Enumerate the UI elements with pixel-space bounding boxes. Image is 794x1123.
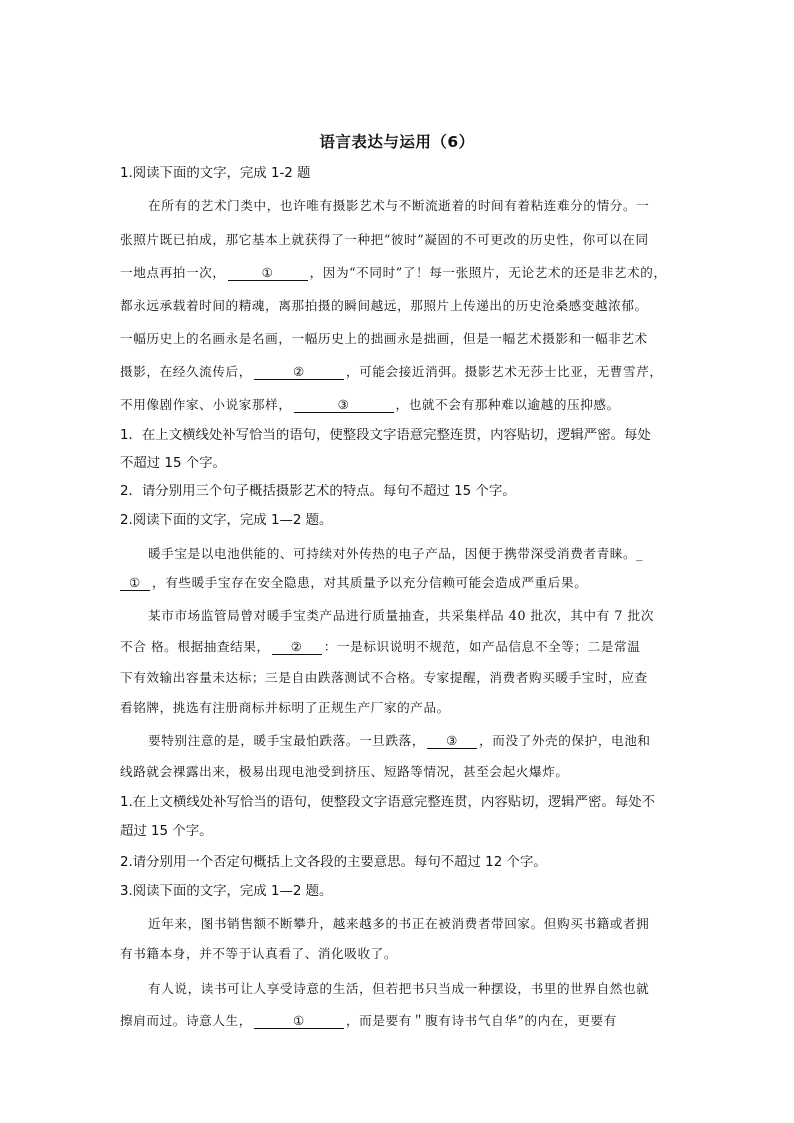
q2-passage-line — [120, 639, 680, 655]
q3-blank-1[interactable]: ① — [254, 1014, 344, 1029]
q3-passage-text: ，而是要有＂腹有诗书气自华”的内在，更要有 — [345, 1013, 617, 1028]
q1-passage-line: 一幅历史上的名画永是名画，一幅历史上的拙画永是拙画，但是一幅艺术摄影和一幅非艺术 — [120, 331, 648, 346]
q2-heading: 2.阅读下面的文字，完成 1—2 题。 — [120, 513, 333, 528]
q1-sub-question-2: 2．请分别用三个句子概括摄影艺术的特点。每句不超过 15 个字。 — [120, 484, 516, 499]
q2-blank-3[interactable]: ③ — [427, 734, 477, 749]
q1-blank-2[interactable]: ② — [254, 365, 344, 380]
q1-blank-3[interactable]: ③ — [294, 398, 394, 413]
page-title: 语言表达与运用（6） — [319, 133, 475, 151]
q2-passage-line: 某市市场监管局曾对暖手宝类产品进行质量抽查，共采集样品 40 批次，其中有 7 批次 — [148, 608, 655, 623]
q2-passage-line: 下有效输出容量未达标；三是自由跌落测试不合格。专家提醒，消费者购买暖手宝时，应查 — [120, 670, 648, 685]
q2-passage-text: 要特别注意的是，暖手宝最怕跌落。一旦跌落， — [148, 733, 426, 748]
q1-passage-text: ，也就不会有那种难以逾越的压抑感。 — [395, 397, 620, 412]
q2-passage-text: 不合 格。根据抽查结果， — [120, 639, 270, 654]
q2-sub-question-1: 1.在上文横线处补写恰当的语句，使整段文字语意完整连贯，内容贴切，逻辑严密。每处不 — [120, 795, 656, 810]
q1-sub-question-1: 1．在上文横线处补写恰当的语句，使整段文字语意完整连贯，内容贴切，逻辑严密。每处 — [120, 428, 651, 443]
q2-passage-line: 暖手宝是以电池供能的、可持续对外传热的电子产品，因便于携带深受消费者青睐。_ — [148, 546, 644, 561]
q1-passage-line: 在所有的艺术门类中，也许唯有摄影艺术与不断流逝着的时间有着粘连难分的情分。一 — [148, 198, 650, 213]
q2-passage-line — [120, 733, 708, 749]
q1-passage-line: 都永远承载着时间的精魂，离那拍摄的瞬间越远，那照片上传递出的历史沧桑感变越浓郁。 — [120, 298, 648, 313]
q1-sub-question-1-cont: 不超过 15 个字。 — [120, 456, 226, 471]
q3-passage-line: 有书籍本身，并不等于认真看了、消化吸收了。 — [120, 946, 398, 961]
q1-blank-1[interactable]: ① — [228, 266, 308, 281]
q3-passage-line — [120, 1013, 680, 1029]
q1-passage-text: 摄影，在经久流传后， — [120, 364, 252, 379]
q2-passage-text: ，而没了外壳的保护，电池和 — [479, 733, 651, 748]
q1-passage-line: 张照片既已拍成，那它基本上就获得了一种把“彼时”凝固的不可更改的历史性，你可以在同 — [120, 232, 649, 247]
q3-passage-line: 有人说，读书可让人享受诗意的生活，但若把书只当成一种摆设，书里的世界自然也就 — [148, 981, 650, 996]
q1-passage-text: ，因为“不同时”了！每一张照片，无论艺术的还是非艺术的， — [309, 265, 667, 280]
q2-passage-text: ，有些暖手宝存在安全隐患，对其质量予以充分信赖可能会造成严重后果。 — [152, 575, 588, 590]
q3-passage-line: 近年来，图书销售额不断攀升，越来越多的书正在被消费者带回家。但购买书籍或者拥 — [148, 916, 650, 931]
q1-passage-text: 不用像剧作家、小说家那样， — [120, 397, 292, 412]
q2-sub-question-2: 2.请分别用一个否定句概括上文各段的主要意思。每句不超过 12 个字。 — [120, 855, 547, 870]
q1-passage-text: ，可能会接近消弭。摄影艺术无莎士比亚，无曹雪芹， — [345, 364, 663, 379]
q1-passage-line — [120, 397, 680, 413]
q2-passage-text: ：一是标识说明不规范，如产品信息不全等；二是常温 — [323, 639, 641, 654]
q2-passage-line — [120, 575, 680, 591]
q2-passage-line: 看铭牌，挑选有注册商标并标明了正规生产厂家的产品。 — [120, 700, 450, 715]
q1-heading: 1.阅读下面的文字，完成 1-2 题 — [120, 166, 311, 181]
q3-heading: 3.阅读下面的文字，完成 1—2 题。 — [120, 884, 333, 899]
q2-passage-line: 线路就会裸露出来，极易出现电池受到挤压、短路等情况，甚至会起火爆炸。 — [120, 764, 569, 779]
q2-blank-2[interactable]: ② — [272, 640, 322, 655]
q1-passage-line — [120, 364, 680, 380]
q2-sub-question-1-cont: 超过 15 个字。 — [120, 824, 213, 839]
q1-passage-text: 一地点再拍一次， — [120, 265, 226, 280]
q3-passage-text: 擦肩而过。诗意人生， — [120, 1013, 252, 1028]
q2-blank-1[interactable]: ① — [120, 576, 150, 591]
q1-passage-line — [120, 265, 680, 281]
